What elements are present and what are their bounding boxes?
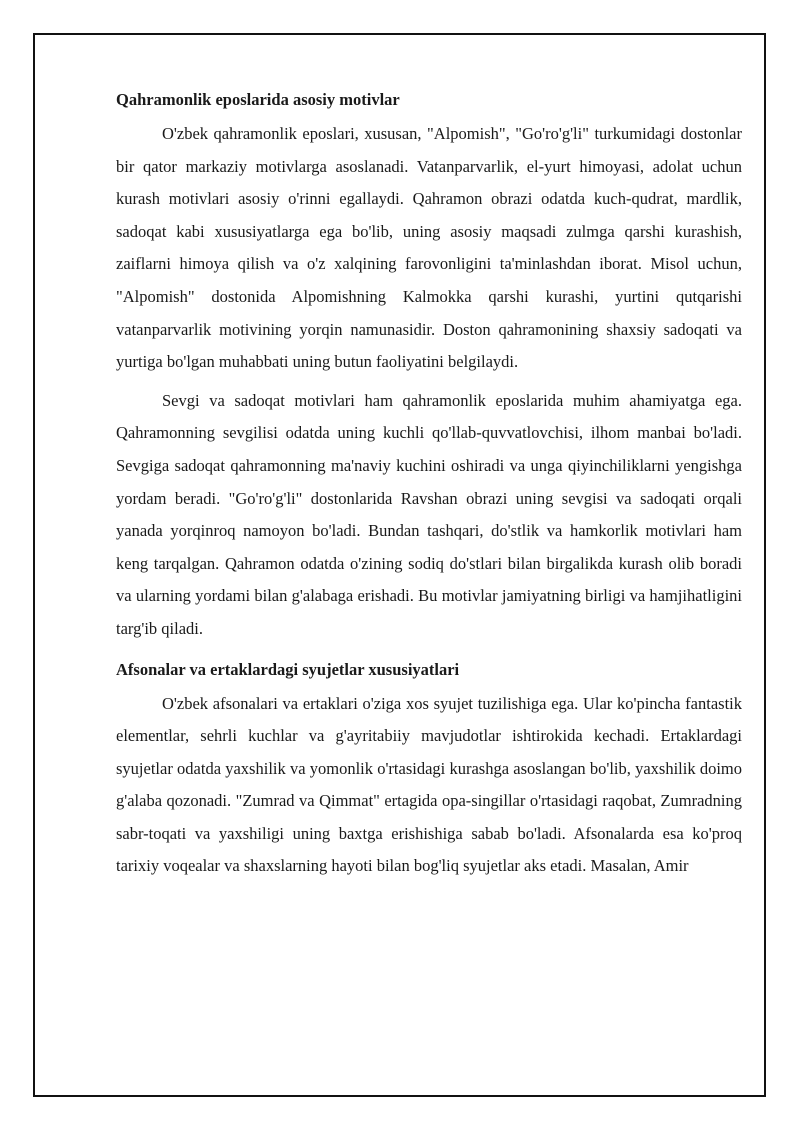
section-heading-legend-plots: Afsonalar va ertaklardagi syujetlar xususiyatlari: [116, 659, 460, 679]
document-body: [116, 86, 742, 889]
paragraph: O'zbek afsonalari va ertaklari o'ziga xos syujet tuzilishiga ega. Ular ko'pincha fantastik elementlar, sehrli kuchlar va g'ayritabiiy mavjudotlar ishtirokida kechadi. Ertaklardagi syujetlar odatda yaxshilik va yomonlik o'rtasidagi kurashga asoslangan bo'lib, yaxshilik doimo g'alaba qozonadi. "Zumrad va Qimmat" ertagida opa-singillar o'rtasidagi raqobat, Zumradning sabr-toqati va yaxshiligi uning baxtga erishishiga sabab bo'ladi. Afsonalarda esa ko'proq tarixiy voqealar va shaxslarning hayoti bilan bog'liq syujetlar aks etadi. Masalan, Amir: [116, 693, 742, 876]
paragraph: Sevgi va sadoqat motivlari ham qahramonlik eposlarida muhim ahamiyatga ega. Qahramonning sevgilisi odatda uning kuchli qo'llab-quvvatlovchisi, ilhom manbai bo'ladi. Sevgiga sadoqat qahramonning ma'naviy kuchini oshiradi va unga qiyinchiliklarni yengishga yordam beradi. "Go'ro'g'li" dostonlarida Ravshan obrazi uning sevgisi va sadoqati orqali yanada yorqinroq namoyon bo'ladi. Bundan tashqari, do'stlik va hamkorlik motivlari ham keng tarqalgan. Qahramon odatda o'zining sodiq do'stlari bilan birgalikda kurash olib boradi va ularning yordami bilan g'alabaga erishadi. Bu motivlar jamiyatning birligi va hamjihatligini targ'ib qiladi.: [116, 390, 742, 638]
section-heading-epic-motifs: Qahramonlik eposlarida asosiy motivlar: [116, 90, 400, 109]
paragraph: O'zbek qahramonlik eposlari, xususan, "Alpomish", "Go'ro'g'li" turkumidagi dostonlar bir qator markaziy motivlarga asoslanadi. Vatanparvarlik, el-yurt himoyasi, adolat uchun kurash motivlari asosiy o'rinni egallaydi. Qahramon obrazi odatda kuch-qudrat, mardlik, sadoqat kabi xususiyatlarga ega bo'lib, uning asosiy maqsadi zulmga qarshi kurashish, zaiflarni himoya qilish va o'z xalqining farovonligini ta'minlashdan iborat. Misol uchun, "Alpomish" dostonida Alpomishning Kalmokka qarshi kurashi, yurtini qutqarishi vatanparvarlik motivining yorqin namunasidir. Doston qahramonining shaxsiy sadoqati va yurtiga bo'lgan muhabbati uning butun faoliyatini belgilaydi.: [116, 124, 742, 372]
